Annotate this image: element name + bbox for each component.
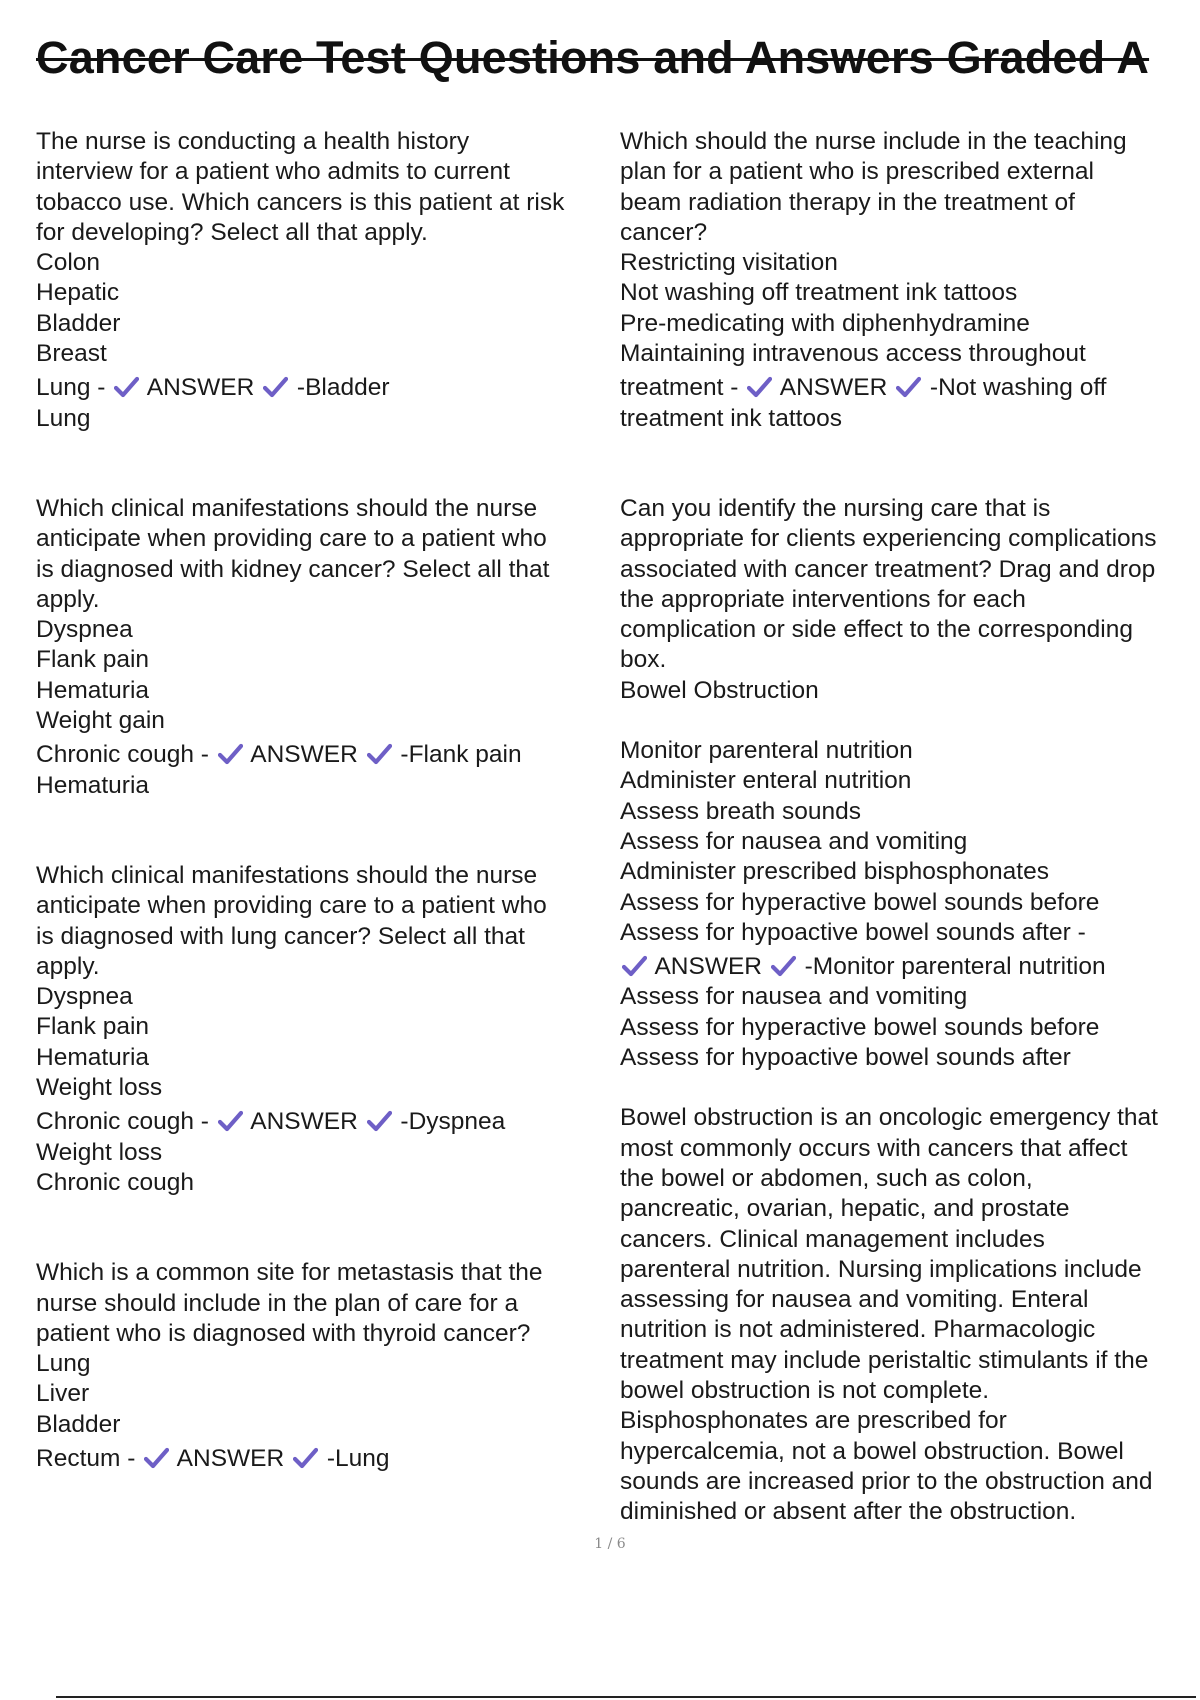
- answer-line: [36, 373, 611, 403]
- option: Chronic cough -: [36, 741, 216, 769]
- question-text: for developing? Select all that apply.: [36, 218, 428, 246]
- option: Restricting visitation: [620, 249, 838, 277]
- answer-line: [620, 952, 1200, 982]
- question-block-lung-cancer: [36, 861, 611, 1198]
- option: Bladder: [36, 309, 121, 337]
- option: Flank pain: [36, 646, 150, 674]
- question-text: is diagnosed with kidney cancer? Select all that: [36, 555, 550, 583]
- option: Weight loss: [36, 1074, 163, 1102]
- answer-line: [36, 740, 611, 770]
- option: Chronic cough -: [36, 1108, 216, 1136]
- check-icon: [367, 743, 392, 765]
- question-block-radiation-therapy: [620, 127, 1200, 434]
- answer-label: ANSWER: [654, 953, 763, 981]
- check-icon: [896, 376, 921, 398]
- answer-extra: Chronic cough: [36, 1168, 194, 1196]
- option: Rectum -: [36, 1444, 143, 1472]
- check-icon: [218, 743, 243, 765]
- rationale-line: Bisphosphonates are prescribed for: [620, 1407, 1007, 1435]
- question-block-kidney-cancer: [36, 494, 611, 801]
- option: treatment -: [620, 374, 746, 402]
- option: Bladder: [36, 1410, 121, 1438]
- question-text: plan for a patient who is prescribed external: [620, 158, 1094, 186]
- answer-label: ANSWER: [779, 374, 888, 402]
- rationale-line: the bowel or abdomen, such as colon,: [620, 1164, 1033, 1192]
- option: Not washing off treatment ink tattoos: [620, 279, 1018, 307]
- rationale-line: most commonly occurs with cancers that affect: [620, 1134, 1128, 1162]
- question-text: apply.: [36, 952, 100, 980]
- check-icon: [114, 376, 139, 398]
- answer-value: -Lung: [326, 1444, 390, 1472]
- page-number: 1 / 6: [594, 1536, 626, 1552]
- check-icon: [144, 1447, 169, 1469]
- option: Assess for hyperactive bowel sounds before: [620, 888, 1100, 916]
- question-text: tobacco use. Which cancers is this patient at risk: [36, 188, 565, 216]
- check-icon: [293, 1447, 318, 1469]
- answer-line: [620, 373, 1200, 403]
- check-icon: [218, 1110, 243, 1132]
- option: Dyspnea: [36, 983, 133, 1011]
- check-icon: [263, 376, 288, 398]
- question-text: anticipate when providing care to a patient who: [36, 525, 547, 553]
- answer-extra: Hematuria: [36, 771, 150, 799]
- rationale-line: assessing for nausea and vomiting. Enteral: [620, 1286, 1089, 1314]
- answer-extra: treatment ink tattoos: [620, 404, 842, 432]
- check-icon: [622, 955, 647, 977]
- question-text: cancer?: [620, 218, 708, 246]
- option: Assess breath sounds: [620, 797, 862, 825]
- answer-line: [36, 1107, 611, 1137]
- answer-value: -Not washing off: [929, 374, 1107, 402]
- rationale-line: diminished or absent after the obstruction.: [620, 1498, 1077, 1526]
- check-icon: [771, 955, 796, 977]
- rationale-line: sounds are increased prior to the obstruction and: [620, 1467, 1153, 1495]
- answer-extra: Assess for hyperactive bowel sounds before: [620, 1013, 1100, 1041]
- option: Assess for hypoactive bowel sounds after -: [620, 918, 1086, 946]
- answer-label: ANSWER: [176, 1444, 285, 1472]
- right-column: [620, 127, 1200, 1527]
- question-block-thyroid-cancer: [36, 1258, 611, 1474]
- question-text: Can you identify the nursing care that is: [620, 494, 1051, 522]
- question-text: box.: [620, 646, 667, 674]
- option: Breast: [36, 340, 107, 368]
- answer-value: -Flank pain: [400, 741, 522, 769]
- question-text: complication or side effect to the corresponding: [620, 616, 1133, 644]
- answer-value: -Bladder: [296, 374, 390, 402]
- question-text: is diagnosed with lung cancer? Select all that: [36, 922, 525, 950]
- rationale-line: treatment may include peristaltic stimulants if the: [620, 1346, 1149, 1374]
- option: Lung -: [36, 374, 113, 402]
- question-text: appropriate for clients experiencing complications: [620, 525, 1157, 553]
- rationale-line: bowel obstruction is not complete.: [620, 1376, 990, 1404]
- question-text: anticipate when providing care to a patient who: [36, 892, 547, 920]
- answer-label: ANSWER: [250, 1108, 358, 1136]
- option: Monitor parenteral nutrition: [620, 737, 913, 765]
- option: Dyspnea: [36, 616, 133, 644]
- option: Assess for nausea and vomiting: [620, 827, 968, 855]
- question-text: Which is a common site for metastasis that the: [36, 1259, 543, 1287]
- option: Flank pain: [36, 1013, 150, 1041]
- option: Maintaining intravenous access throughout: [620, 340, 1086, 368]
- question-text: The nurse is conducting a health history: [36, 128, 470, 155]
- rationale-paragraph: [620, 1103, 1200, 1527]
- left-column: [36, 127, 611, 1474]
- rationale-line: Bowel obstruction is an oncologic emergency that: [620, 1104, 1158, 1132]
- rationale-line: hypercalcemia, not a bowel obstruction. Bowel: [620, 1437, 1124, 1465]
- question-text: Bowel Obstruction: [620, 676, 819, 704]
- option: Pre-medicating with diphenhydramine: [620, 309, 1030, 337]
- option: Lung: [36, 1350, 91, 1378]
- question-text: apply.: [36, 585, 100, 613]
- option: Hepatic: [36, 279, 120, 307]
- answer-label: ANSWER: [250, 741, 358, 769]
- answer-extra: Lung: [36, 404, 91, 432]
- question-text: the appropriate interventions for each: [620, 585, 1026, 613]
- question-block-tobacco: [36, 127, 611, 434]
- question-text: Which clinical manifestations should the nurse: [36, 494, 538, 522]
- answer-value: -Dyspnea: [400, 1108, 506, 1136]
- question-text: Which should the nurse include in the teaching: [620, 128, 1127, 155]
- option: Administer prescribed bisphosphonates: [620, 858, 1049, 886]
- rationale-line: nutrition is not administered. Pharmacologic: [620, 1316, 1096, 1344]
- option: Hematuria: [36, 676, 150, 704]
- check-icon: [747, 376, 772, 398]
- question-text: beam radiation therapy in the treatment of: [620, 188, 1075, 216]
- question-text: Which clinical manifestations should the nurse: [36, 861, 538, 889]
- rationale-line: cancers. Clinical management includes: [620, 1225, 1045, 1253]
- answer-extra: Weight loss: [36, 1138, 163, 1166]
- option: Colon: [36, 249, 101, 277]
- option: Hematuria: [36, 1043, 150, 1071]
- option: Weight gain: [36, 707, 165, 735]
- answer-extra: Assess for hypoactive bowel sounds after: [620, 1044, 1071, 1072]
- question-block-bowel-obstruction: [620, 494, 1200, 1073]
- rationale-line: parenteral nutrition. Nursing implications include: [620, 1255, 1142, 1283]
- question-text: nurse should include in the plan of care for a: [36, 1289, 519, 1317]
- answer-extra: Assess for nausea and vomiting: [620, 983, 968, 1011]
- question-text: associated with cancer treatment? Drag and drop: [620, 555, 1156, 583]
- answer-label: ANSWER: [146, 374, 255, 402]
- question-text: patient who is diagnosed with thyroid cancer?: [36, 1319, 531, 1347]
- rationale-line: pancreatic, ovarian, hepatic, and prostate: [620, 1195, 1070, 1223]
- option: Administer enteral nutrition: [620, 767, 912, 795]
- answer-line: [36, 1444, 611, 1474]
- document-title: Cancer Care Test Questions and Answers Graded A: [36, 32, 1150, 83]
- option: Liver: [36, 1380, 90, 1408]
- bottom-divider: [56, 1696, 1196, 1698]
- check-icon: [367, 1110, 392, 1132]
- answer-value: -Monitor parenteral nutrition: [804, 953, 1106, 981]
- question-text: interview for a patient who admits to current: [36, 158, 510, 186]
